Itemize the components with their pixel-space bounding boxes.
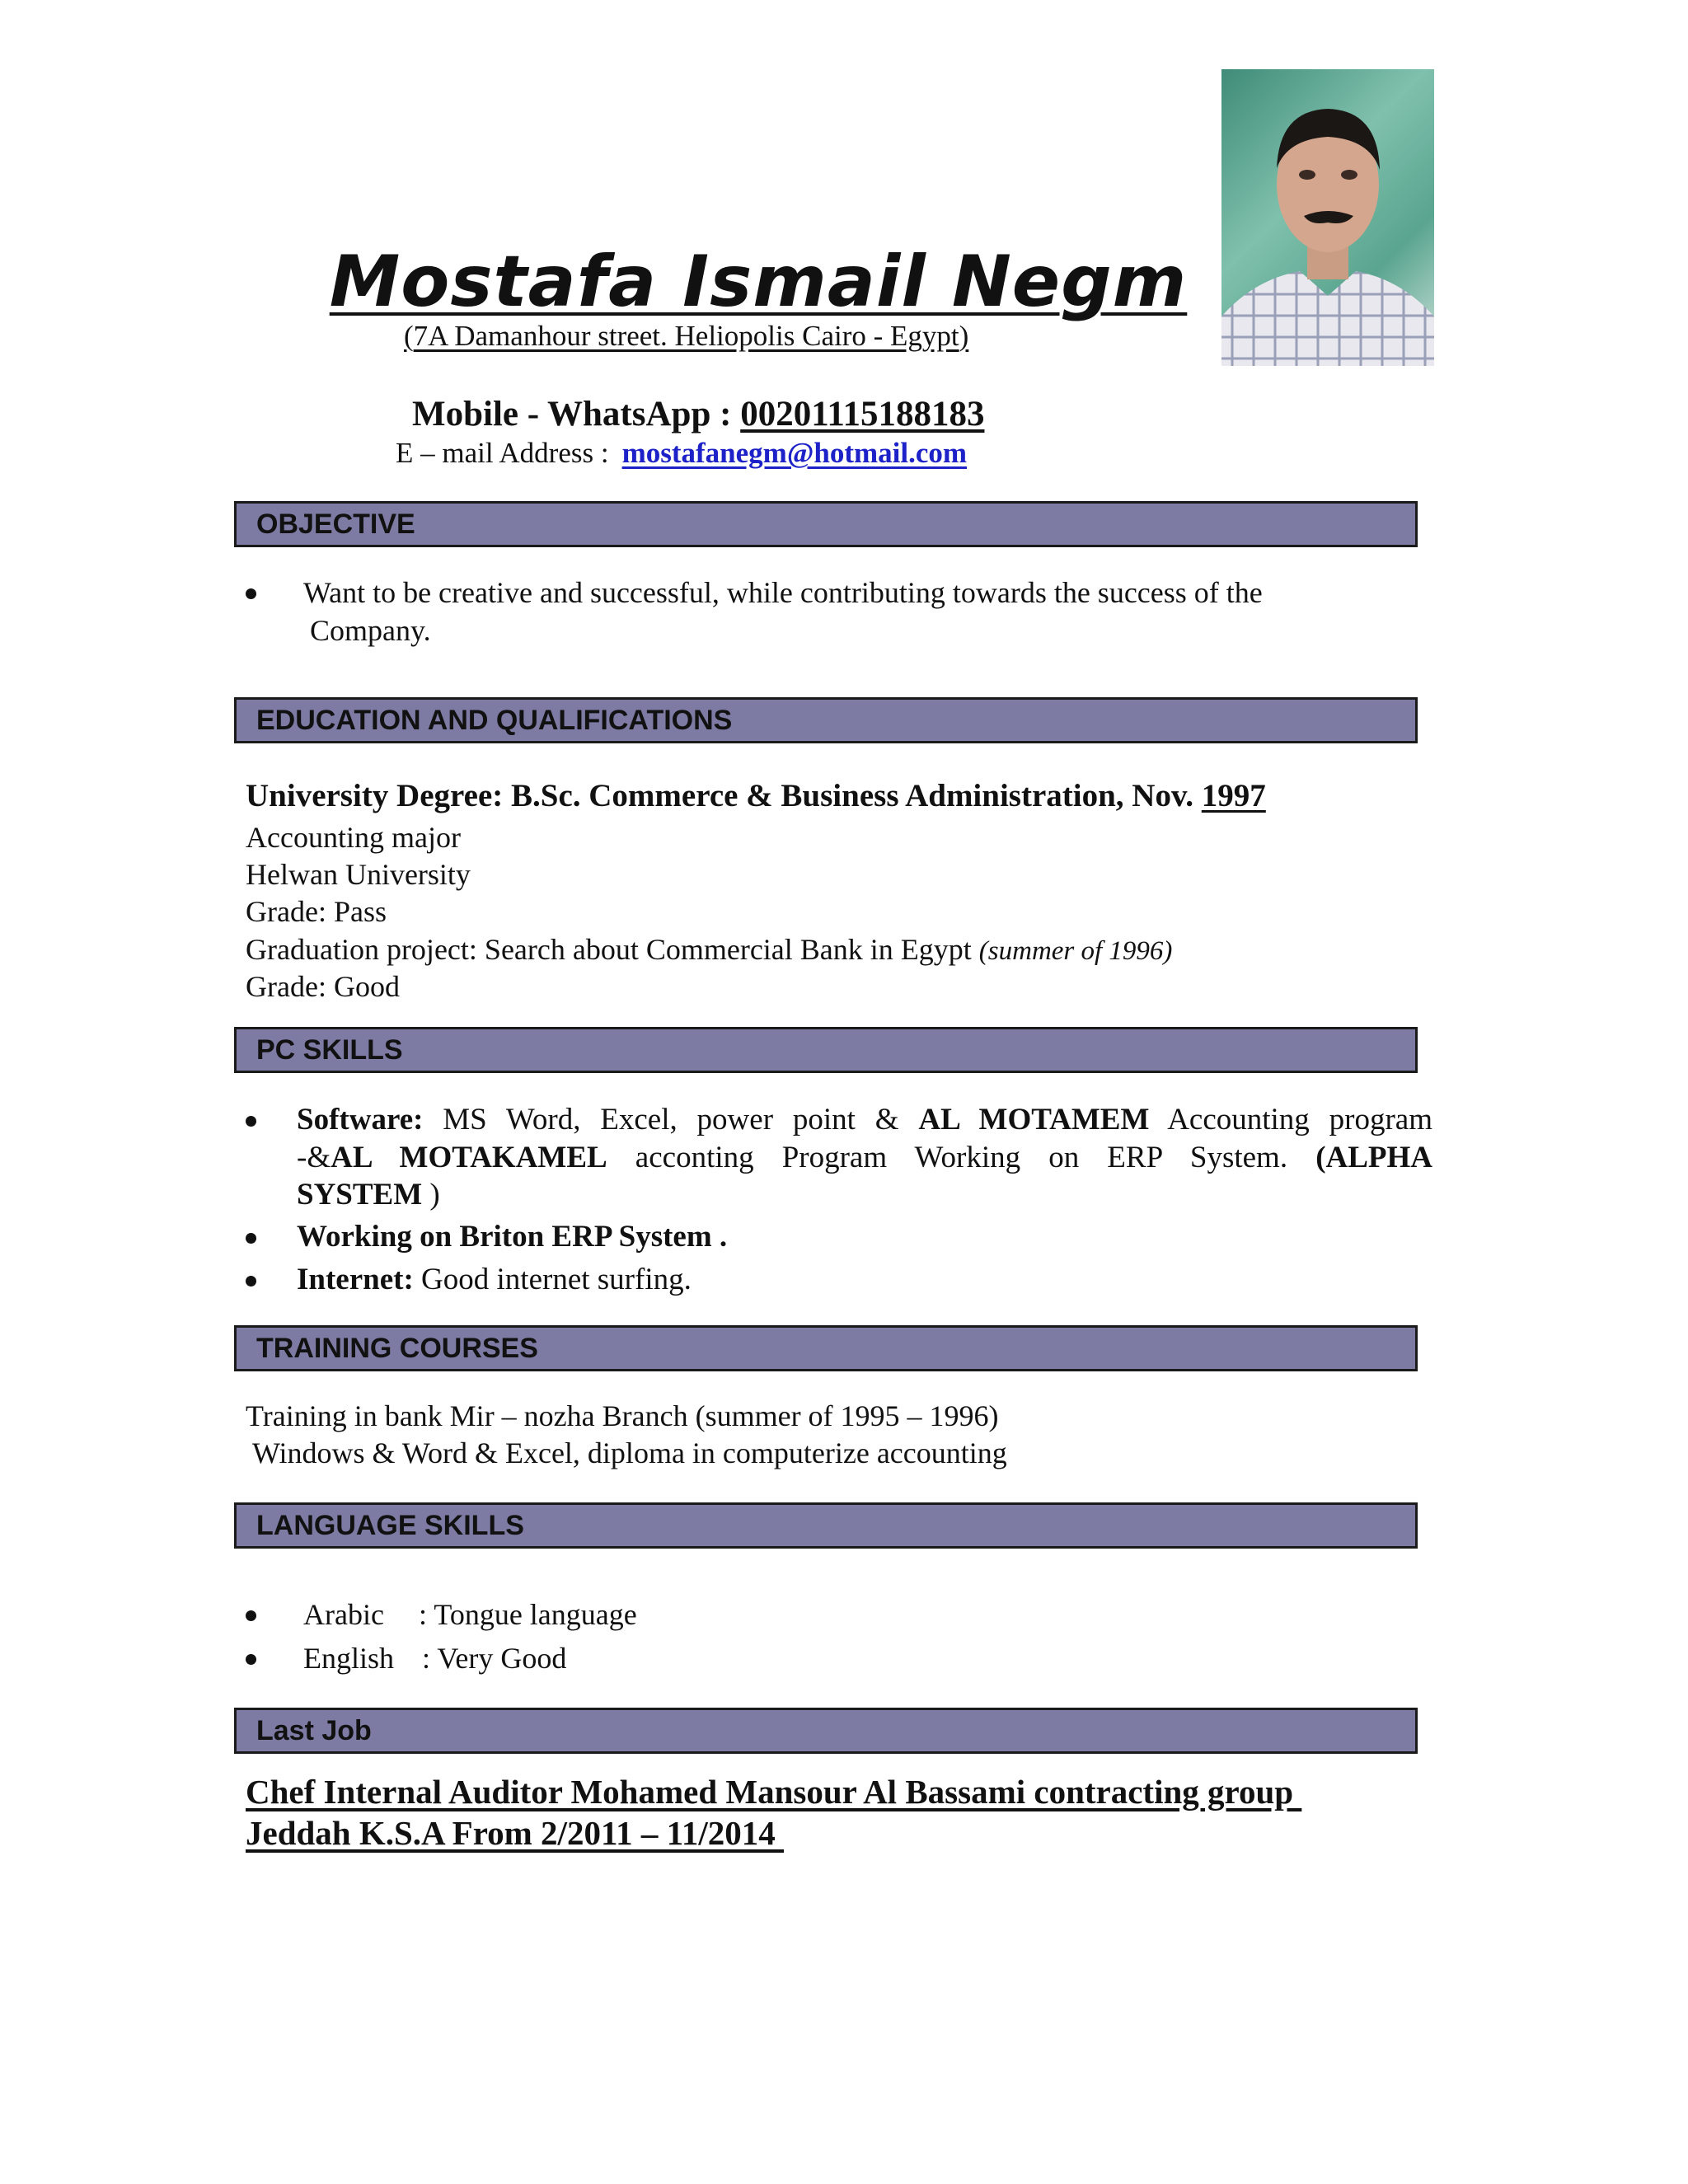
briton-skill: Working on Briton ERP System . xyxy=(297,1220,728,1254)
section-objective: OBJECTIVE xyxy=(234,501,1418,547)
mobile-number: 00201115188183 xyxy=(740,395,985,434)
bullet-icon xyxy=(246,1233,256,1244)
internet-skill xyxy=(297,1262,692,1297)
project-label: Graduation project xyxy=(246,933,469,966)
email-line xyxy=(396,437,967,470)
education-major: Accounting major xyxy=(246,821,461,854)
last-job-line-1: Chef Internal Auditor Mohamed Mansour Al Bassami contracting group xyxy=(246,1773,1302,1811)
software-line-3 xyxy=(297,1177,440,1212)
project-date: (summer of 1996) xyxy=(978,936,1173,966)
software-motakamel: AL MOTAKAMEL xyxy=(331,1141,607,1174)
mobile-line xyxy=(412,394,984,434)
last-job-line-2: Jeddah K.S.A From 2/2011 – 11/2014 xyxy=(246,1814,785,1852)
software-motamem: AL MOTAMEM xyxy=(918,1103,1150,1137)
software-system: SYSTEM xyxy=(297,1178,423,1212)
email-label: E – mail Address : xyxy=(396,437,609,469)
software-close-paren: ) xyxy=(422,1178,440,1212)
software-text-3: acconting Program Working on ERP System. xyxy=(635,1141,1288,1174)
internet-label: Internet: xyxy=(297,1263,414,1296)
software-line-2 xyxy=(297,1139,1432,1177)
mobile-label: Mobile - WhatsApp : xyxy=(412,395,741,434)
software-alpha: (ALPHA xyxy=(1315,1141,1433,1174)
project-text: Search about Commercial Bank in Egypt xyxy=(476,933,979,966)
language-english: English xyxy=(303,1642,395,1675)
language-english-level: : Very Good xyxy=(422,1642,567,1675)
project-colon: : xyxy=(468,933,477,966)
bullet-icon xyxy=(246,1654,256,1665)
email-link[interactable]: mostafanegm@hotmail.com xyxy=(621,437,968,469)
education-grade-good: Grade: Good xyxy=(246,970,400,1003)
bullet-icon xyxy=(246,1610,256,1621)
section-training: TRAINING COURSES xyxy=(234,1325,1418,1371)
section-pc-skills: PC SKILLS xyxy=(234,1027,1418,1073)
address xyxy=(404,320,968,353)
training-line-1: Training in bank Mir – nozha Branch (summer of 1995 – 1996) xyxy=(246,1399,999,1432)
language-arabic-level: : Tongue language xyxy=(419,1598,637,1631)
degree-line xyxy=(246,777,1266,814)
objective-line-1: Want to be creative and successful, while contributing towards the success of the xyxy=(303,576,1263,609)
software-text-1: MS Word, Excel, power point & xyxy=(443,1103,899,1137)
software-prefix: -& xyxy=(297,1141,331,1174)
address-close-paren: ) xyxy=(959,320,969,352)
bullet-icon xyxy=(246,1116,256,1127)
software-line-1 xyxy=(297,1101,1432,1139)
language-arabic: Arabic xyxy=(303,1598,384,1631)
software-label: Software: xyxy=(297,1103,424,1137)
graduation-project xyxy=(246,932,1172,967)
address-text: 7A Damanhour street. Heliopolis Cairo - Egypt xyxy=(413,320,959,352)
section-last-job: Last Job xyxy=(234,1708,1418,1754)
training-line-2: Windows & Word & Excel, diploma in computerize accounting xyxy=(252,1436,1007,1469)
address-open-paren: ( xyxy=(404,320,414,352)
objective-line-2: Company. xyxy=(310,614,431,647)
bullet-icon xyxy=(246,1276,256,1286)
degree-year: 1997 xyxy=(1201,778,1266,813)
education-university: Helwan University xyxy=(246,858,471,891)
bullet-icon xyxy=(246,588,256,599)
internet-text: Good internet surfing. xyxy=(413,1263,692,1296)
education-grade-pass: Grade: Pass xyxy=(246,895,387,928)
candidate-name: Mostafa Ismail Negm xyxy=(329,241,1188,323)
degree-text: University Degree: B.Sc. Commerce & Business Administration, Nov. xyxy=(246,778,1202,813)
section-education: EDUCATION AND QUALIFICATIONS xyxy=(234,697,1418,743)
section-languages: LANGUAGE SKILLS xyxy=(234,1502,1418,1549)
software-text-2: Accounting program xyxy=(1167,1103,1432,1137)
